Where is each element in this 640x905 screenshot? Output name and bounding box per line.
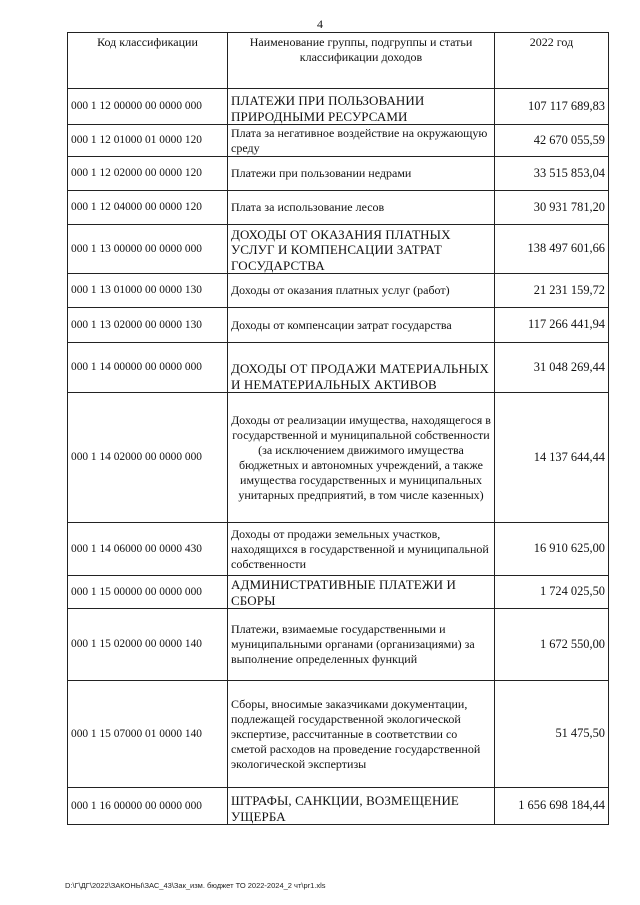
row-code: 000 1 13 01000 00 0000 130: [68, 274, 228, 308]
row-amount: 33 515 853,04: [495, 157, 609, 191]
row-code: 000 1 12 04000 00 0000 120: [68, 191, 228, 225]
row-code: 000 1 13 02000 00 0000 130: [68, 308, 228, 343]
row-amount: 1 656 698 184,44: [495, 788, 609, 825]
row-code: 000 1 14 02000 00 0000 000: [68, 393, 228, 523]
table-row: [68, 609, 609, 681]
row-amount: 117 266 441,94: [495, 308, 609, 343]
row-code: 000 1 14 00000 00 0000 000: [68, 343, 228, 393]
header-name: Наименование группы, подгруппы и статьи классификации доходов: [228, 33, 495, 89]
row-amount: 138 497 601,66: [495, 225, 609, 274]
row-name: ШТРАФЫ, САНКЦИИ, ВОЗМЕЩЕНИЕ УЩЕРБА: [228, 788, 495, 825]
page-number: 4: [317, 17, 323, 31]
row-name: Доходы от реализации имущества, находящегося в государственной и муниципальной собственности (за исключением движимого имущества бюджетных и автономных учреждений, а также имущества государственных и муниципальных унитарных предприятий, в том числе казенных): [228, 393, 495, 523]
row-amount: 31 048 269,44: [495, 343, 609, 393]
table-row: [68, 89, 609, 125]
revenue-table: [67, 32, 609, 825]
row-amount: 107 117 689,83: [495, 89, 609, 125]
table-row: [68, 191, 609, 225]
row-name: ДОХОДЫ ОТ ОКАЗАНИЯ ПЛАТНЫХ УСЛУГ И КОМПЕНСАЦИИ ЗАТРАТ ГОСУДАРСТВА: [228, 225, 495, 274]
row-name: Доходы от продажи земельных участков, находящихся в государственной и муниципальной собственности: [228, 523, 495, 576]
row-amount: 14 137 644,44: [495, 393, 609, 523]
row-name: Плата за использование лесов: [228, 191, 495, 225]
row-name: ДОХОДЫ ОТ ПРОДАЖИ МАТЕРИАЛЬНЫХ И НЕМАТЕРИАЛЬНЫХ АКТИВОВ: [228, 343, 495, 393]
row-code: 000 1 12 01000 01 0000 120: [68, 125, 228, 157]
row-name: Платежи при пользовании недрами: [228, 157, 495, 191]
table-row: [68, 393, 609, 523]
file-path-footer: D:\Г\ДГ\2022\ЗАКОНЫ\ЗАС_43\Зак_изм. бюджет ТО 2022-2024_2 чт\pr1.xls: [65, 881, 326, 890]
row-code: 000 1 15 02000 00 0000 140: [68, 609, 228, 681]
row-code: 000 1 15 00000 00 0000 000: [68, 576, 228, 609]
table-header-row: [68, 33, 609, 89]
row-amount: 16 910 625,00: [495, 523, 609, 576]
row-code: 000 1 13 00000 00 0000 000: [68, 225, 228, 274]
row-name: Сборы, вносимые заказчиками документации, подлежащей государственной экологической экспертизе, рассчитанные в соответствии со сметой расходов на проведение государственной экологической экспертизы: [228, 681, 495, 788]
table-row: [68, 681, 609, 788]
row-amount: 1 672 550,00: [495, 609, 609, 681]
table-row: [68, 274, 609, 308]
header-year: 2022 год: [495, 33, 609, 89]
row-code: 000 1 14 06000 00 0000 430: [68, 523, 228, 576]
row-name: ПЛАТЕЖИ ПРИ ПОЛЬЗОВАНИИ ПРИРОДНЫМИ РЕСУРСАМИ: [228, 89, 495, 125]
row-name: АДМИНИСТРАТИВНЫЕ ПЛАТЕЖИ И СБОРЫ: [228, 576, 495, 609]
table-row: [68, 225, 609, 274]
row-amount: 1 724 025,50: [495, 576, 609, 609]
row-name: Доходы от оказания платных услуг (работ): [228, 274, 495, 308]
row-amount: 21 231 159,72: [495, 274, 609, 308]
row-name: Доходы от компенсации затрат государства: [228, 308, 495, 343]
table-row: [68, 125, 609, 157]
row-name: Плата за негативное воздействие на окружающую среду: [228, 125, 495, 157]
table-row: [68, 788, 609, 825]
table-row: [68, 343, 609, 393]
table-row: [68, 157, 609, 191]
table-row: [68, 523, 609, 576]
table-row: [68, 576, 609, 609]
row-amount: 42 670 055,59: [495, 125, 609, 157]
row-code: 000 1 15 07000 01 0000 140: [68, 681, 228, 788]
row-name: Платежи, взимаемые государственными и муниципальными органами (организациями) за выполнение определенных функций: [228, 609, 495, 681]
row-code: 000 1 12 00000 00 0000 000: [68, 89, 228, 125]
header-code: Код классификации: [68, 33, 228, 89]
table-row: [68, 308, 609, 343]
row-amount: 30 931 781,20: [495, 191, 609, 225]
row-amount: 51 475,50: [495, 681, 609, 788]
row-code: 000 1 16 00000 00 0000 000: [68, 788, 228, 825]
row-code: 000 1 12 02000 00 0000 120: [68, 157, 228, 191]
